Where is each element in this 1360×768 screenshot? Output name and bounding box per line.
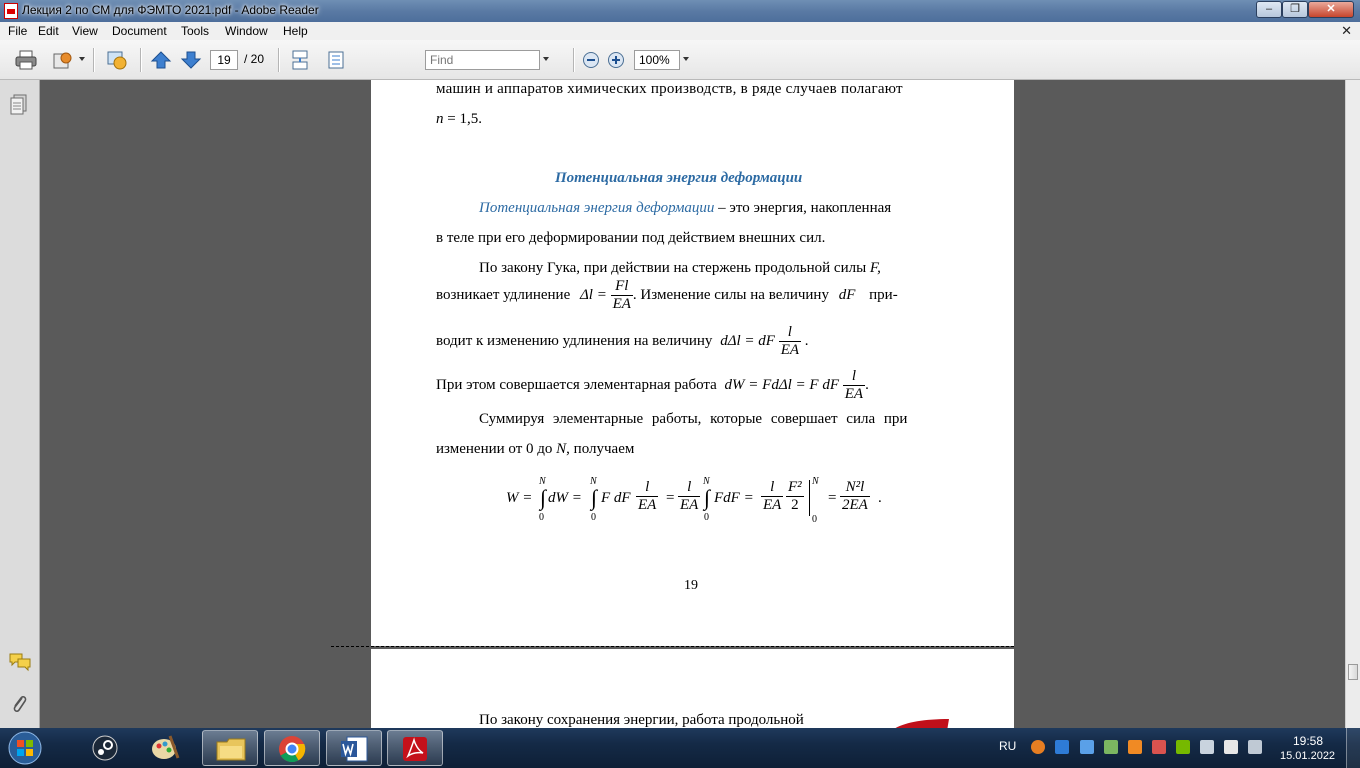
paragraph-line: водит к изменению удлинения на величину dΔl = dF $\frac{l}{EA}$ . [436,324,809,358]
paragraph-line [436,278,898,313]
adobe-reader-app-icon [4,3,18,19]
menu-view[interactable]: View [72,24,98,38]
paragraph-line: По закону сохранения энергии, работа продольной [479,712,804,728]
text-run: возникает удлинение [436,286,571,303]
title-bar [0,0,1360,22]
paragraph-line: Суммируя элементарные работы, которые совершает сила при [479,411,908,427]
document-view[interactable] [40,80,1345,728]
comments-icon[interactable] [8,652,32,672]
next-page-icon[interactable] [180,50,202,70]
file-explorer-taskbar-button[interactable] [202,730,258,766]
language-indicator[interactable]: RU [999,739,1017,753]
tray-update-icon[interactable] [1128,740,1142,754]
paragraph-line [436,111,482,128]
text-run: , получаем [566,441,635,457]
zoom-in-icon[interactable] [607,51,625,69]
variable-n: n [436,111,444,127]
share-icon[interactable] [52,50,74,70]
find-input[interactable]: Find [425,50,540,70]
previous-page-icon[interactable] [150,50,172,70]
action-center-flag-icon[interactable] [1224,740,1238,754]
attachments-icon[interactable] [9,692,29,716]
paragraph-line [479,260,881,277]
section-heading: Потенциальная энергия деформации [555,170,803,186]
paragraph-line [436,441,634,458]
fraction: $\frac{l}{EA}$ [844,368,864,402]
clock-date[interactable]: 15.01.2022 [1280,750,1336,762]
text-run: . Изменение силы на величину [632,286,829,303]
vertical-scrollbar[interactable] [1345,80,1360,728]
volume-icon[interactable] [1200,740,1214,754]
network-status-icon[interactable] [1248,740,1262,754]
toolbar-separator [573,48,575,72]
share-dropdown-arrow[interactable] [79,57,85,61]
equation-text: dΔl = dF [720,332,775,349]
steam-taskbar-button[interactable] [78,730,134,766]
word-taskbar-button[interactable] [326,730,382,766]
menu-tools[interactable]: Tools [181,24,210,38]
print-icon[interactable] [15,50,37,70]
variable-dF: dF [838,286,856,303]
adobe-reader-taskbar-button[interactable] [387,730,443,766]
menu-help[interactable]: Help [283,24,308,38]
menu-edit[interactable]: Edit [38,24,59,38]
definition-text: – это энергия, накопленная [714,200,892,216]
variable-F: F, [869,260,881,276]
steam-icon [92,735,118,761]
fit-page-icon[interactable] [325,50,347,70]
show-desktop-button[interactable] [1346,728,1360,768]
text-run: при- [869,286,898,303]
close-document-icon[interactable]: ✕ [1341,23,1352,38]
pdf-page [371,80,1014,646]
red-graphic [891,719,951,728]
page-number: 19 [684,578,698,593]
defined-term: Потенциальная энергия деформации [479,200,715,216]
page-number-input[interactable]: 19 [210,50,238,70]
paint-taskbar-button[interactable] [138,730,194,766]
integral-equation: W = N ∫ 0 dW = N ∫ 0 F dF $\frac{l}{EA}$ = $\frac{l}{EA}$ N ∫ 0 FdF = $\frac{l}{EA}$ $\frac{\text{F²}}{2}$ N 0 = $\frac{\text{N²l}}{2EA}$ . [506,476,882,525]
variable-N: N [556,441,567,457]
windows-start-icon[interactable] [6,730,44,766]
fraction: $\frac{l}{EA}$ [780,324,800,358]
window-title: Лекция 2 по СМ для ФЭМТО 2021.pdf - Adobe Reader [22,3,319,17]
zoom-level-input[interactable]: 100% [634,50,680,70]
tray-cloud-icon[interactable] [1055,740,1069,754]
pdf-page [371,649,1014,728]
word-icon [339,735,369,763]
chrome-icon [278,735,306,763]
chrome-taskbar-button[interactable] [264,730,320,766]
scrollbar-thumb[interactable] [1348,664,1358,680]
paragraph-line: При этом совершается элементарная работа dW = FdΔl = F dF $\frac{l}{EA}$ . [436,368,869,402]
adobe-reader-icon [401,735,429,763]
paragraph-line: в теле при его деформировании под действием внешних сил. [436,230,826,246]
zoom-dropdown-arrow[interactable] [683,57,689,61]
page-total-label: / 20 [244,52,265,66]
text-run: водит к изменению удлинения на величину [436,332,713,349]
paragraph-line [479,200,891,217]
tray-security-icon[interactable] [1152,740,1166,754]
paint-icon [150,734,180,762]
menu-file[interactable]: File [8,24,28,38]
tray-usb-icon[interactable] [1104,740,1118,754]
menu-bar [0,22,1360,40]
text-run: При этом совершается элементарная работа [436,376,717,393]
menu-document[interactable]: Document [112,24,167,38]
toolbar [0,40,1360,80]
clock-time[interactable]: 19:58 [1293,734,1324,748]
navigation-panel [0,80,40,728]
scrolling-mode-icon[interactable] [289,50,311,70]
equation-text: = 1,5. [443,111,482,127]
taskbar [0,728,1360,768]
zoom-out-icon[interactable] [582,51,600,69]
tray-app-icon[interactable] [1031,740,1045,754]
toolbar-separator [140,48,142,72]
fraction: $\frac{Fl}{EA}$ [612,278,631,312]
equation-text: Δl = [580,286,607,303]
find-dropdown-arrow[interactable] [543,57,549,61]
text-run: По закону Гука, при действии на стержень продольной силы [479,260,870,276]
close-button[interactable]: ✕ [1308,1,1354,18]
pages-icon[interactable] [10,94,28,116]
minimize-button[interactable]: – [1256,1,1282,18]
equation-text: dW = FdΔl = F dF [724,376,839,393]
restore-button[interactable]: ❐ [1282,1,1308,18]
toolbar-separator [278,48,280,72]
nvidia-tray-icon[interactable] [1176,740,1190,754]
toolbar-separator [93,48,95,72]
file-explorer-icon [215,736,247,762]
paragraph-line: машин и аппаратов химических производств, в ряде случаев полагают [436,81,903,97]
tray-network-icon[interactable] [1080,740,1094,754]
collaborate-icon[interactable] [106,50,128,70]
text-run: изменении от 0 до [436,441,557,457]
menu-window[interactable]: Window [225,24,268,38]
